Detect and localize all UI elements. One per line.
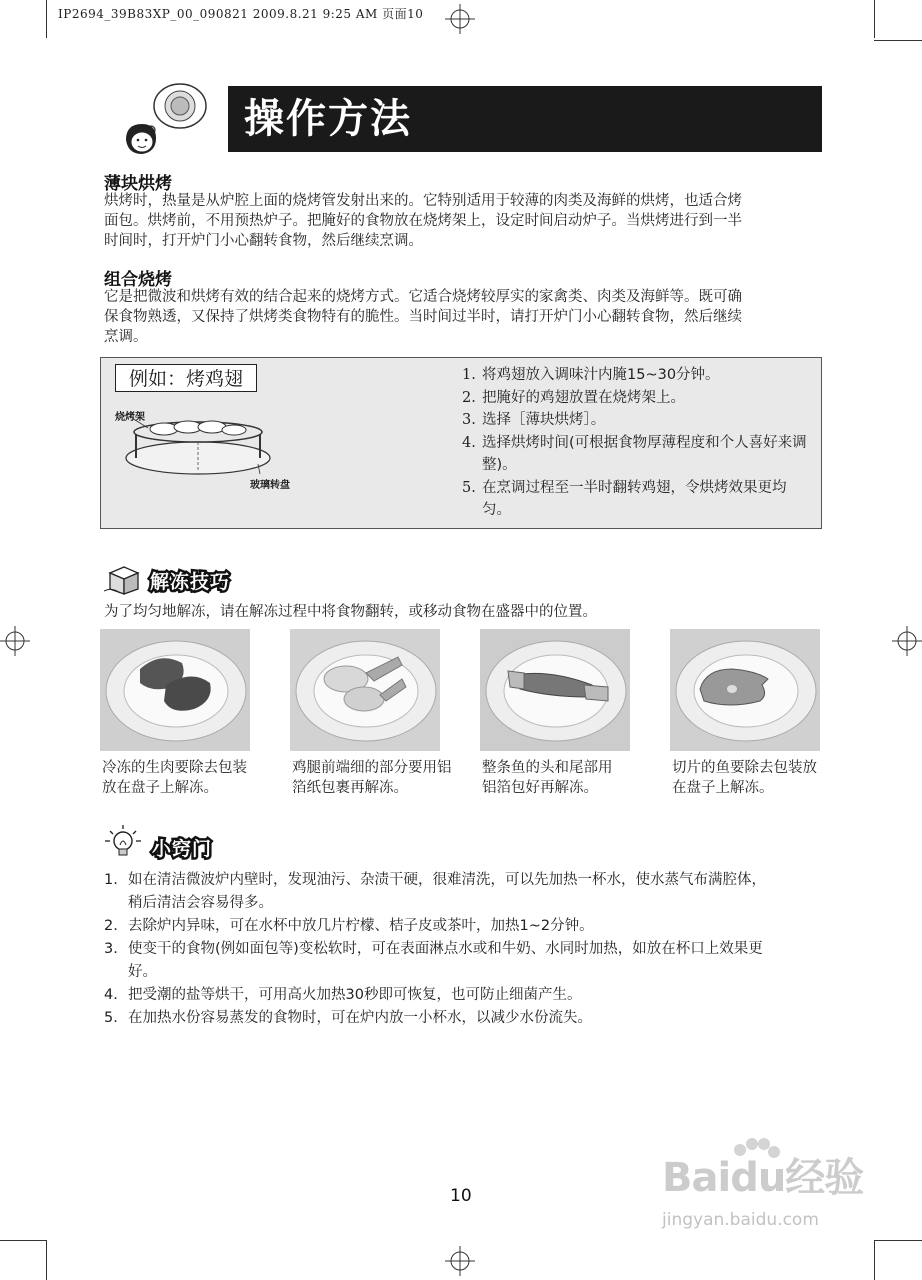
small-tips-title: 小窍门	[152, 838, 213, 860]
example-label: 例如：烤鸡翅	[115, 364, 257, 392]
thinking-chef-illustration	[118, 80, 214, 158]
ice-cube-icon	[104, 563, 144, 595]
text-line: 它是把微波和烘烤有效的结合起来的烧烤方式。它适合烧烤较厚实的家禽类、肉类及海鲜等。既可确	[104, 289, 742, 305]
defrost-caption: 切片的鱼要除去包装放在盘子上解冻。	[672, 760, 817, 796]
crop-mark	[874, 1240, 875, 1280]
text-line: 烹调。	[104, 329, 148, 345]
step-item: 1. 将鸡翅放入调味汁内腌15~30分钟。	[462, 367, 720, 383]
defrost-photo-whole-fish	[480, 629, 630, 751]
crop-mark	[874, 1240, 922, 1241]
print-header: IP2694_39B83XP_00_090821 2009.8.21 9:25 AM 页面10	[58, 7, 424, 21]
defrost-caption: 整条鱼的头和尾部用铝箔包好再解冻。	[482, 760, 613, 796]
step-item: 2. 把腌好的鸡翅放置在烧烤架上。	[462, 389, 685, 406]
watermark-url: jingyan.baidu.com	[662, 1210, 819, 1230]
section-heading-combination-grill: 组合烧烤	[104, 270, 172, 290]
tip-item: 2. 去除炉内异味，可在水杯中放几片柠檬、桔子皮或茶叶，加热1~2分钟。	[104, 918, 594, 934]
lightbulb-icon	[102, 823, 144, 865]
grill-rack-label: 烧烤架	[115, 412, 145, 423]
tip-item: 3. 使变干的食物(例如面包等)变松软时，可在表面淋点水或和牛奶、水同时加热，如放在杯口上效果更好。	[104, 941, 763, 980]
crop-mark	[874, 0, 875, 38]
tip-item: 5. 在加热水份容易蒸发的食物时，可在炉内放一小杯水，以减少水份流失。	[104, 1010, 592, 1026]
section-heading-thin-grill: 薄块烘烤	[104, 174, 172, 194]
registration-mark-left	[0, 626, 30, 656]
defrost-caption: 鸡腿前端细的部分要用铝箔纸包裹再解冻。	[292, 760, 452, 796]
section-text-combination-grill	[104, 287, 824, 347]
crop-mark	[0, 1240, 46, 1241]
page-title: 操作方法	[228, 86, 822, 152]
text-line: 时间时，打开炉门小心翻转食物，然后继续烹调。	[104, 233, 423, 249]
text-line: 烘烤时，热量是从炉腔上面的烧烤管发射出来的。它特别适用于较薄的肉类及海鲜的烘烤，也适合烤	[104, 193, 742, 209]
defrost-photo-fish-slice	[670, 629, 820, 751]
defrost-tips-title: 解冻技巧	[150, 571, 231, 593]
registration-mark-top	[445, 4, 475, 34]
watermark-logo: Baidu经验	[662, 1155, 864, 1201]
registration-mark-bottom	[445, 1246, 475, 1276]
tips-list	[104, 869, 804, 1030]
text-line: 保食物熟透，又保持了烘烤类食物特有的脆性。当时间过半时，请打开炉门小心翻转食物，然后继续	[104, 309, 742, 325]
defrost-photo-steak	[100, 629, 250, 751]
crop-mark	[46, 0, 47, 38]
registration-mark-right	[892, 626, 922, 656]
defrost-photo-chicken	[290, 629, 440, 751]
page-number: 10	[450, 1186, 472, 1206]
tip-item: 1. 如在清洁微波炉内壁时，发现油污、杂渍干硬，很难清洗，可以先加热一杯水，使水蒸气布满腔体，稍后清洁会容易得多。	[104, 872, 766, 911]
text-line: 面包。烘烤前，不用预热炉子。把腌好的食物放在烧烤架上，设定时间启动炉子。当烘烤进行到一半	[104, 213, 742, 229]
crop-mark	[874, 40, 922, 41]
step-item: 3. 选择［薄块烘烤］。	[462, 412, 606, 428]
section-text-thin-grill	[104, 191, 824, 251]
defrost-caption: 冷冻的生肉要除去包装放在盘子上解冻。	[102, 760, 247, 796]
tip-item: 4. 把受潮的盐等烘干，可用高火加热30秒即可恢复，也可防止细菌产生。	[104, 987, 582, 1003]
turntable-label: 玻璃转盘	[250, 480, 290, 491]
example-steps	[462, 364, 814, 522]
step-item: 5. 在烹调过程至一半时翻转鸡翅，令烘烤效果更均匀。	[462, 479, 787, 518]
step-item: 4. 选择烘烤时间(可根据食物厚薄程度和个人喜好来调整)。	[462, 434, 807, 473]
defrost-intro: 为了均匀地解冻，请在解冻过程中将食物翻转，或移动食物在盛器中的位置。	[104, 604, 597, 620]
crop-mark	[46, 1240, 47, 1280]
